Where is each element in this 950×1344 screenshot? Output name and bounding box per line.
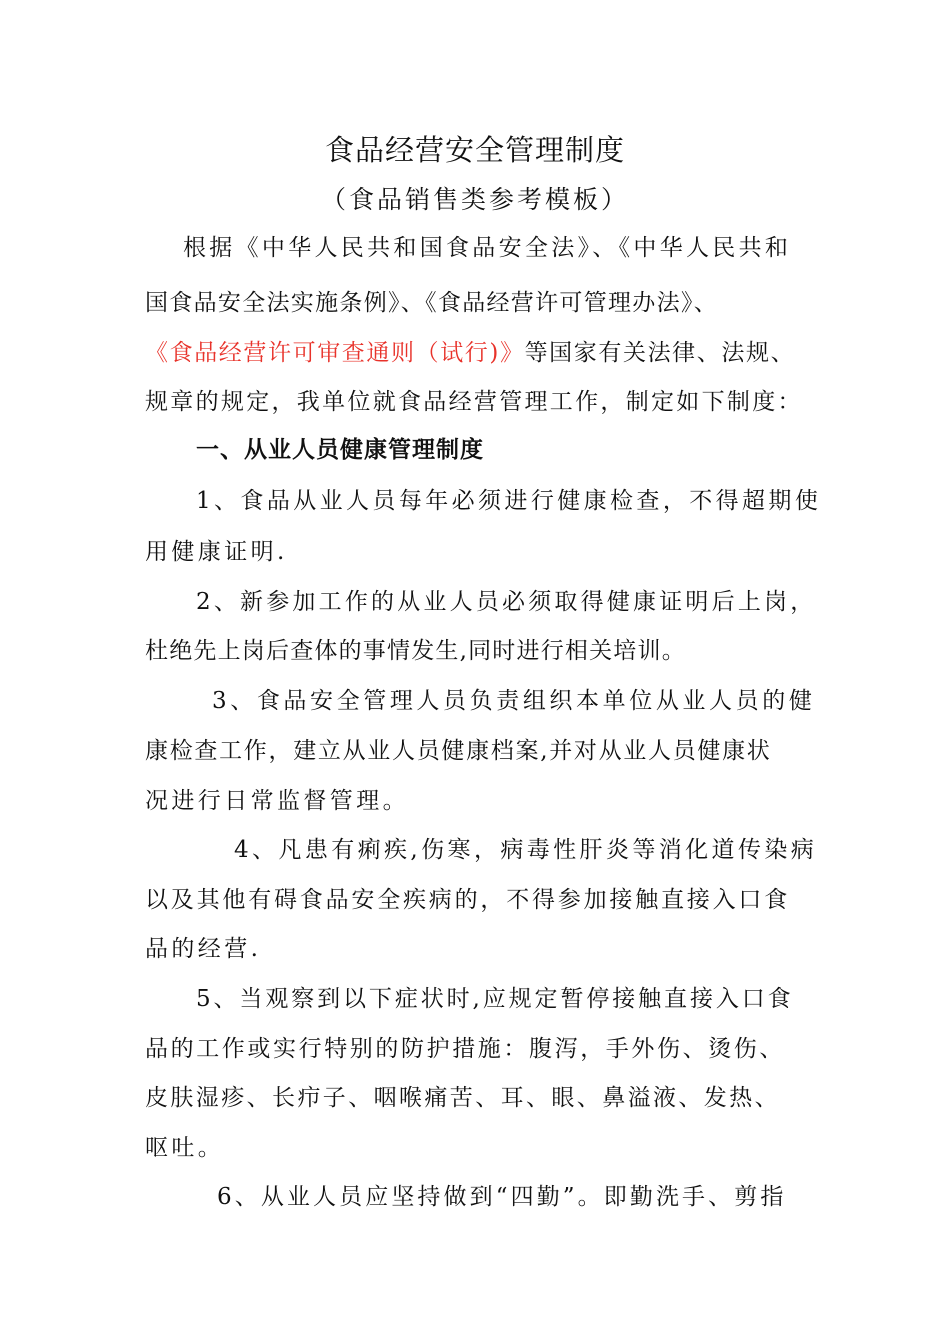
item-5-line-1: 5、当观察到以下症状时,应规定暂停接触直接入口食 [196, 986, 794, 1012]
intro-line-3: 《食品经营许可审查通则（试行)》等国家有关法律、法规、 [145, 340, 796, 366]
section-heading: 一、从业人员健康管理制度 [196, 437, 484, 463]
document-subtitle: （食品销售类参考模板） [320, 185, 629, 214]
item-1-line-1: 1、食品从业人员每年必须进行健康检查，不得超期使 [196, 488, 822, 514]
item-4-line-3: 品的经营. [145, 936, 262, 962]
item-1-line-2: 用健康证明. [145, 539, 288, 565]
item-4-line-2: 以及其他有碍食品安全疾病的，不得参加接触直接入口食 [145, 887, 790, 913]
item-3-line-3: 况进行日常监督管理。 [145, 788, 409, 814]
intro-line-1: 根据《中华人民共和国食品安全法》、《中华人民共和 [183, 235, 792, 261]
item-4-line-1: 4、凡患有痢疾,伤寒，病毒性肝炎等消化道传染病 [234, 837, 818, 863]
regulation-reference: 《食品经营许可审查通则（试行)》 [145, 340, 525, 366]
item-2-line-2: 杜绝先上岗后查体的事情发生,同时进行相关培训。 [145, 638, 686, 664]
item-3-line-1: 3、食品安全管理人员负责组织本单位从业人员的健 [212, 688, 816, 714]
item-2-line-1: 2、新参加工作的从业人员必须取得健康证明后上岗， [196, 589, 817, 615]
item-6-line-1: 6、从业人员应坚持做到“四勤”。即勤洗手、剪指 [217, 1184, 787, 1210]
intro-line-4: 规章的规定，我单位就食品经营管理工作，制定如下制度： [145, 389, 803, 415]
document-title: 食品经营安全管理制度 [324, 133, 625, 167]
intro-line-2: 国食品安全法实施条例》、《食品经营许可管理办法》、 [145, 290, 718, 316]
item-5-line-3: 皮肤湿疹、长疖子、咽喉痛苦、耳、眼、鼻溢液、发热、 [145, 1085, 780, 1111]
item-5-line-2: 品的工作或实行特别的防护措施：腹泻，手外伤、烫伤、 [145, 1036, 785, 1062]
item-3-line-2: 康检查工作，建立从业人员健康档案,并对从业人员健康状 [145, 738, 772, 764]
item-5-line-4: 呕吐。 [145, 1135, 225, 1161]
